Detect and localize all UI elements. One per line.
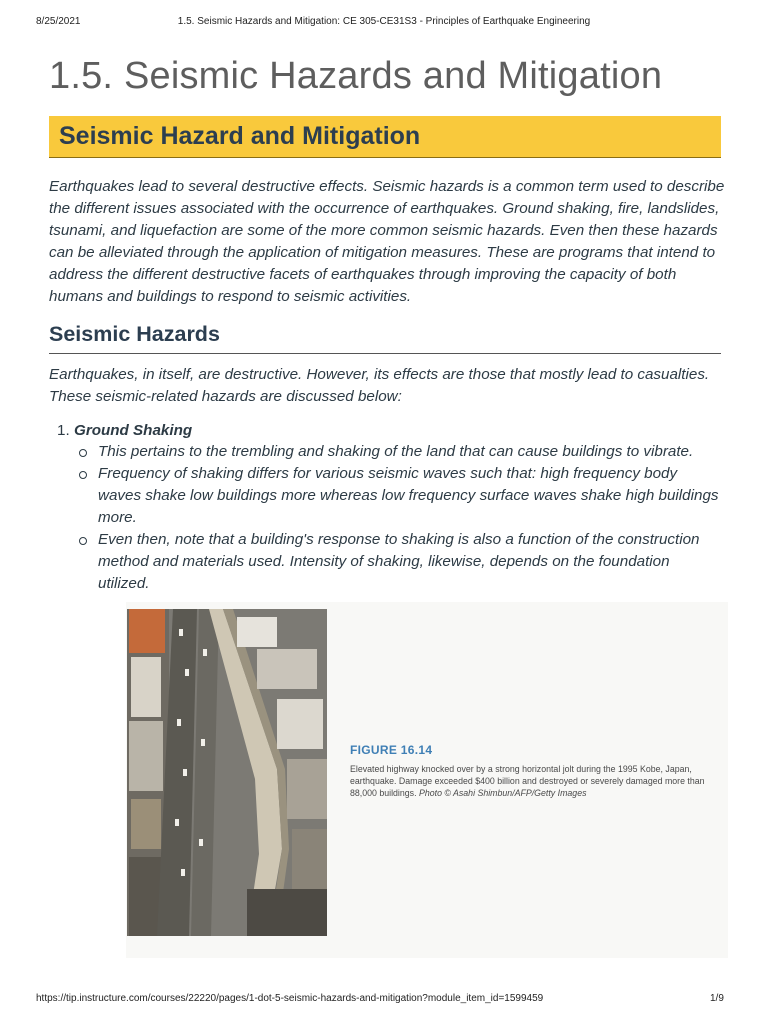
- bullet-item: Frequency of shaking differs for various seismic waves such that: high frequency body waves shake low buildings more whereas low frequency surface waves shake high buildings more.: [98, 463, 724, 529]
- bullet-item: This pertains to the trembling and shaking of the land that can cause buildings to vibrate.: [98, 441, 724, 463]
- ground-shaking-bullets: [98, 441, 724, 595]
- page-title: 1.5. Seismic Hazards and Mitigation: [49, 55, 663, 97]
- page-number: 1/9: [710, 993, 724, 1004]
- section-lead-paragraph: Earthquakes, in itself, are destructive. However, its effects are those that mostly lead to casualties. These seismic-related hazards are discussed below:: [49, 366, 710, 405]
- list-item-title: Ground Shaking: [74, 422, 193, 439]
- list-item-number: 1.: [57, 422, 70, 439]
- figure-label: FIGURE 16.14: [350, 743, 433, 757]
- highway-photo-illustration: [127, 609, 327, 936]
- figure-caption: [350, 763, 716, 799]
- collapsed-highway-photo: [127, 609, 327, 936]
- figure-container: [126, 602, 728, 958]
- figure-caption-text: Elevated highway knocked over by a strong horizontal jolt during the 1995 Kobe, Japan, earthquake. Damage exceeded $400 billion and destroyed or severely damaged more than 88,000 buildings.: [350, 764, 705, 798]
- banner-heading: Seismic Hazard and Mitigation: [59, 122, 421, 150]
- section-banner: [49, 116, 721, 158]
- section-heading-container: [49, 322, 721, 354]
- print-header: [0, 16, 768, 30]
- figure-credit: Photo © Asahi Shimbun/AFP/Getty Images: [418, 788, 587, 798]
- intro-paragraph: Earthquakes lead to several destructive effects. Seismic hazards is a common term used to describe the different issues associated with the occurrence of earthquakes. Ground shaking, fire, landslides, tsunami, and liquefaction are some of the more common seismic hazards. Even then these hazards can be alleviated through the application of mitigation measures. These are programs that intend to address the different destructive facets of earthquakes through improving the capacity of both humans and buildings to respond to seismic activities.: [49, 178, 725, 305]
- print-document-title: 1.5. Seismic Hazards and Mitigation: CE 305-CE31S3 - Principles of Earthquake Engineering: [177, 16, 591, 27]
- section-heading: Seismic Hazards: [49, 322, 220, 346]
- print-footer: [0, 993, 768, 1007]
- page-url: https://tip.instructure.com/courses/22220/pages/1-dot-5-seismic-hazards-and-mitigation?module_item_id=1599459: [36, 993, 544, 1004]
- bullet-item: Even then, note that a building's response to shaking is also a function of the construction method and materials used. Intensity of shaking, likewise, depends on the foundation utilized.: [98, 529, 724, 595]
- print-date: 8/25/2021: [36, 16, 81, 27]
